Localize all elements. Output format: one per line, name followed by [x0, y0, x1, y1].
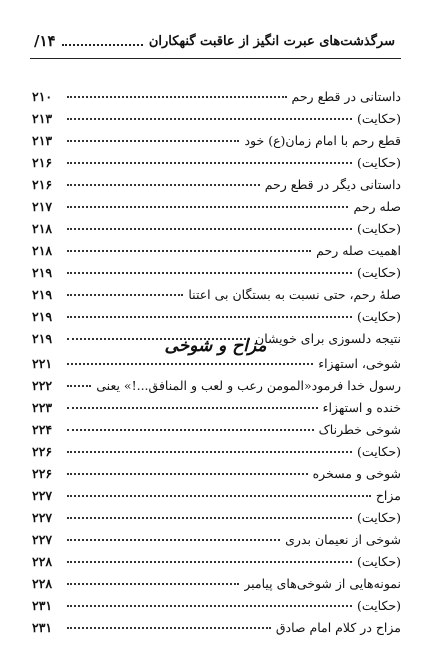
toc-entry-page: ۲۱۶	[32, 155, 53, 170]
toc-entry-title: شوخی از نعیمان بدری	[285, 532, 401, 547]
toc-entry-page: ۲۲۱	[32, 356, 53, 371]
toc-entry	[32, 262, 401, 284]
toc-list-top	[32, 86, 401, 350]
toc-entry-page: ۲۲۸	[32, 554, 53, 569]
dot-leader	[67, 206, 348, 208]
dot-leader	[67, 250, 311, 252]
toc-entry-title: رسول خدا فرمود«المومن رعب و لعب و المنافق...!» یعنی	[96, 378, 401, 393]
toc-entry-title: قطع رحم با امام زمان(ع) خود	[244, 133, 401, 148]
toc-entry	[32, 130, 401, 152]
toc-entry	[32, 397, 401, 419]
toc-entry-title: اهمیت صله رحم	[316, 243, 401, 258]
toc-entry	[32, 306, 401, 328]
toc-entry-title: (حکایت)	[357, 221, 401, 236]
dot-leader	[67, 96, 287, 98]
toc-entry	[32, 218, 401, 240]
toc-entry-page: ۲۲۸	[32, 576, 53, 591]
toc-entry-title: (حکایت)	[357, 265, 401, 280]
dot-leader	[67, 316, 352, 318]
toc-entry-page: ۲۳۱	[32, 620, 53, 635]
toc-entry-title: (حکایت)	[357, 111, 401, 126]
toc-entry-page: ۲۱۳	[32, 111, 53, 126]
toc-entry-page: ۲۱۶	[32, 177, 53, 192]
dot-leader	[67, 517, 352, 519]
dot-leader	[67, 605, 352, 607]
dot-leader	[67, 407, 318, 409]
toc-entry-page: ۲۱۹	[32, 309, 53, 324]
dot-leader	[67, 473, 308, 475]
toc-entry-page: ۲۳۱	[32, 598, 53, 613]
toc-entry-page: ۲۱۸	[32, 221, 53, 236]
toc-entry-title: داستانی در قطع رحم	[291, 89, 401, 104]
dot-leader	[67, 451, 352, 453]
toc-entry	[32, 284, 401, 306]
toc-entry	[32, 485, 401, 507]
dot-leader	[67, 184, 260, 186]
toc-entry-title: خنده و استهزاء	[322, 400, 401, 415]
dot-leader	[67, 561, 352, 563]
toc-entry-page: ۲۲۷	[32, 488, 53, 503]
toc-entry-page: ۲۱۳	[32, 133, 53, 148]
toc-entry-title: شوخی خطرناک	[318, 422, 401, 437]
toc-entry-page: ۲۲۷	[32, 532, 53, 547]
toc-entry	[32, 174, 401, 196]
dot-leader	[67, 363, 313, 365]
toc-entry	[32, 507, 401, 529]
toc-entry-title: (حکایت)	[357, 155, 401, 170]
toc-entry	[32, 375, 401, 397]
toc-entry	[32, 551, 401, 573]
toc-entry-page: ۲۱۰	[32, 89, 53, 104]
toc-entry-title: (حکایت)	[357, 598, 401, 613]
dot-leader	[67, 385, 91, 387]
header-rule	[30, 58, 401, 59]
toc-entry-page: ۲۲۶	[32, 466, 53, 481]
toc-entry-title: مزاح	[375, 488, 401, 503]
toc-entry-title: مزاح در کلام امام صادق	[275, 620, 401, 635]
toc-entry-title: شوخی، استهزاء	[318, 356, 401, 371]
toc-entry	[32, 152, 401, 174]
page-number: ۱۴/	[34, 32, 56, 50]
dot-leader	[67, 118, 352, 120]
toc-entry-title: (حکایت)	[357, 444, 401, 459]
toc-entry	[32, 617, 401, 639]
dot-leader	[67, 228, 352, 230]
toc-entry-title: (حکایت)	[357, 309, 401, 324]
toc-entry-page: ۲۲۴	[32, 422, 53, 437]
toc-entry-page: ۲۱۹	[32, 331, 53, 346]
toc-entry-page: ۲۲۶	[32, 444, 53, 459]
toc-entry	[32, 529, 401, 551]
toc-entry	[32, 196, 401, 218]
dot-leader	[67, 162, 352, 164]
toc-entry	[32, 595, 401, 617]
dot-leader	[67, 429, 314, 431]
dot-leader	[67, 539, 280, 541]
dot-leader	[67, 140, 239, 142]
toc-entry-page: ۲۲۷	[32, 510, 53, 525]
toc-entry	[32, 463, 401, 485]
toc-entry-title: نمونه‌هایی از شوخی‌های پیامبر	[244, 576, 401, 591]
toc-entry	[32, 108, 401, 130]
toc-entry	[32, 353, 401, 375]
toc-list-bottom	[32, 353, 401, 639]
toc-entry-title: نتیجه دلسوزی برای خویشان	[255, 331, 401, 346]
toc-entry-page: ۲۱۹	[32, 287, 53, 302]
toc-entry	[32, 240, 401, 262]
dot-leader	[67, 583, 239, 585]
dot-leader	[67, 294, 183, 296]
toc-entry-title: صلهٔ رحم، حتی نسبت به بستگان بی اعتنا	[188, 287, 401, 302]
section-title: مزاح و شوخی	[164, 336, 267, 356]
header-dot-leader	[62, 36, 143, 46]
toc-entry-title: (حکایت)	[357, 554, 401, 569]
toc-entry	[32, 86, 401, 108]
toc-entry	[32, 441, 401, 463]
page-header	[28, 30, 401, 52]
dot-leader	[67, 495, 371, 497]
toc-entry-page: ۲۲۲	[32, 378, 53, 393]
toc-entry-page: ۲۲۳	[32, 400, 53, 415]
toc-entry-page: ۲۱۸	[32, 243, 53, 258]
toc-entry	[32, 573, 401, 595]
dot-leader	[67, 627, 271, 629]
toc-entry-title: (حکایت)	[357, 510, 401, 525]
toc-entry-title: شوخی و مسخره	[312, 466, 401, 481]
toc-entry-title: صله رحم	[353, 199, 401, 214]
toc-entry-title: داستانی دیگر در قطع رحم	[264, 177, 401, 192]
toc-entry	[32, 419, 401, 441]
toc-entry-page: ۲۱۹	[32, 265, 53, 280]
dot-leader	[67, 272, 352, 274]
running-title: سرگذشت‌های عبرت انگیز از عاقبت گنهکاران	[148, 33, 395, 49]
toc-entry-page: ۲۱۷	[32, 199, 53, 214]
